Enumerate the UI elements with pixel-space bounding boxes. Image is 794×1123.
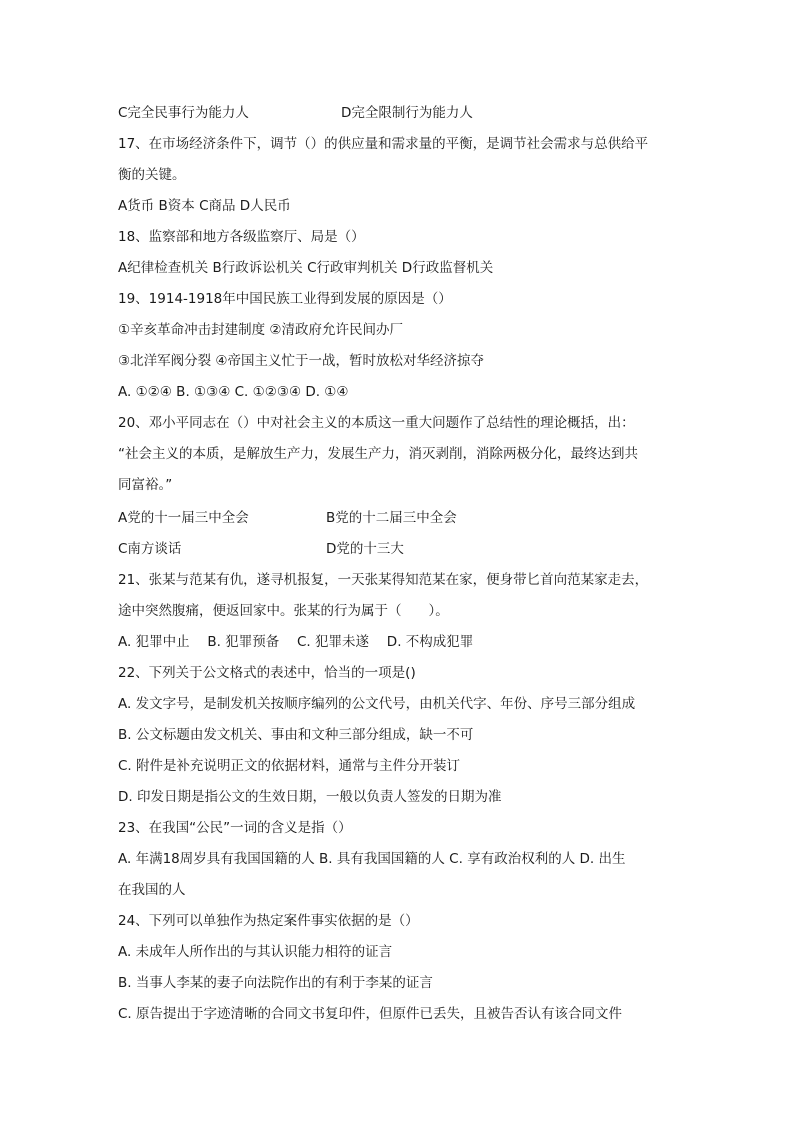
q23-options-line2: 在我国的人	[118, 882, 186, 898]
q20-option-b: B党的十二届三中全会	[326, 510, 457, 526]
q21-stem-line1: 21、张某与范某有仇，遂寻机报复，一天张某得知范某在家，便身带匕首向范某家走去，	[118, 572, 649, 588]
q19-item-1-2: ①辛亥革命冲击封建制度 ②清政府允许民间办厂	[118, 322, 403, 338]
q16-option-c: C完全民事行为能力人	[118, 105, 249, 121]
q16-option-d: D完全限制行为能力人	[341, 105, 473, 121]
q22-option-c: C. 附件是补充说明正文的依据材料，通常与主件分开装订	[118, 758, 461, 774]
q17-stem-line1: 17、在市场经济条件下，调节（）的供应量和需求量的平衡，是调节社会需求与总供给平	[118, 136, 649, 152]
q22-option-b: B. 公文标题由发文机关、事由和文种三部分组成，缺一不可	[118, 727, 474, 743]
q21-options: A. 犯罪中止 B. 犯罪预备 C. 犯罪未遂 D. 不构成犯罪	[118, 634, 474, 650]
q23-stem: 23、在我国“公民”一词的含义是指（）	[118, 820, 352, 836]
q24-option-c: C. 原告提出于字迹清晰的合同文书复印件，但原件已丢失，且被告否认有该合同文件	[118, 1006, 623, 1022]
q19-stem: 19、1914-1918年中国民族工业得到发展的原因是（）	[118, 291, 452, 307]
q20-option-a: A党的十一届三中全会	[118, 510, 249, 526]
q21-stem-line2: 途中突然腹痛，便返回家中。张某的行为属于（ ）。	[118, 603, 449, 619]
q23-options-line1: A. 年满18周岁具有我国国籍的人 B. 具有我国国籍的人 C. 享有政治权利的人 D. 出生	[118, 851, 626, 867]
q18-options: A纪律检查机关 B行政诉讼机关 C行政审判机关 D行政监督机关	[118, 260, 494, 276]
q17-stem-line2: 衡的关键。	[118, 167, 186, 183]
q22-option-d: D. 印发日期是指公文的生效日期，一般以负责人签发的日期为准	[118, 789, 502, 805]
q19-item-3-4: ③北洋军阀分裂 ④帝国主义忙于一战，暂时放松对华经济掠夺	[118, 353, 484, 369]
q19-options: A. ①②④ B. ①③④ C. ①②③④ D. ①④	[118, 384, 349, 400]
q24-option-a: A. 未成年人所作出的与其认识能力相符的证言	[118, 944, 393, 960]
q20-stem-line2: “社会主义的本质，是解放生产力，发展生产力，消灭剥削，消除两极分化，最终达到共	[118, 446, 638, 462]
q17-options: A货币 B资本 C商品 D人民币	[118, 198, 291, 214]
q18-stem: 18、监察部和地方各级监察厅、局是（）	[118, 229, 365, 245]
q22-option-a: A. 发文字号，是制发机关按顺序编列的公文代号，由机关代字、年份、序号三部分组成	[118, 696, 636, 712]
q20-stem-line3: 同富裕。”	[118, 477, 173, 493]
q20-option-c: C南方谈话	[118, 541, 182, 557]
q20-stem-line1: 20、邓小平同志在（）中对社会主义的本质这一重大问题作了总结性的理论概括，出：	[118, 415, 635, 431]
q22-stem: 22、下列关于公文格式的表述中，恰当的一项是()	[118, 665, 416, 681]
q20-option-d: D党的十三大	[326, 541, 404, 557]
q24-option-b: B. 当事人李某的妻子向法院作出的有利于李某的证言	[118, 975, 433, 991]
q24-stem: 24、下列可以单独作为热定案件事实依据的是（）	[118, 913, 419, 929]
